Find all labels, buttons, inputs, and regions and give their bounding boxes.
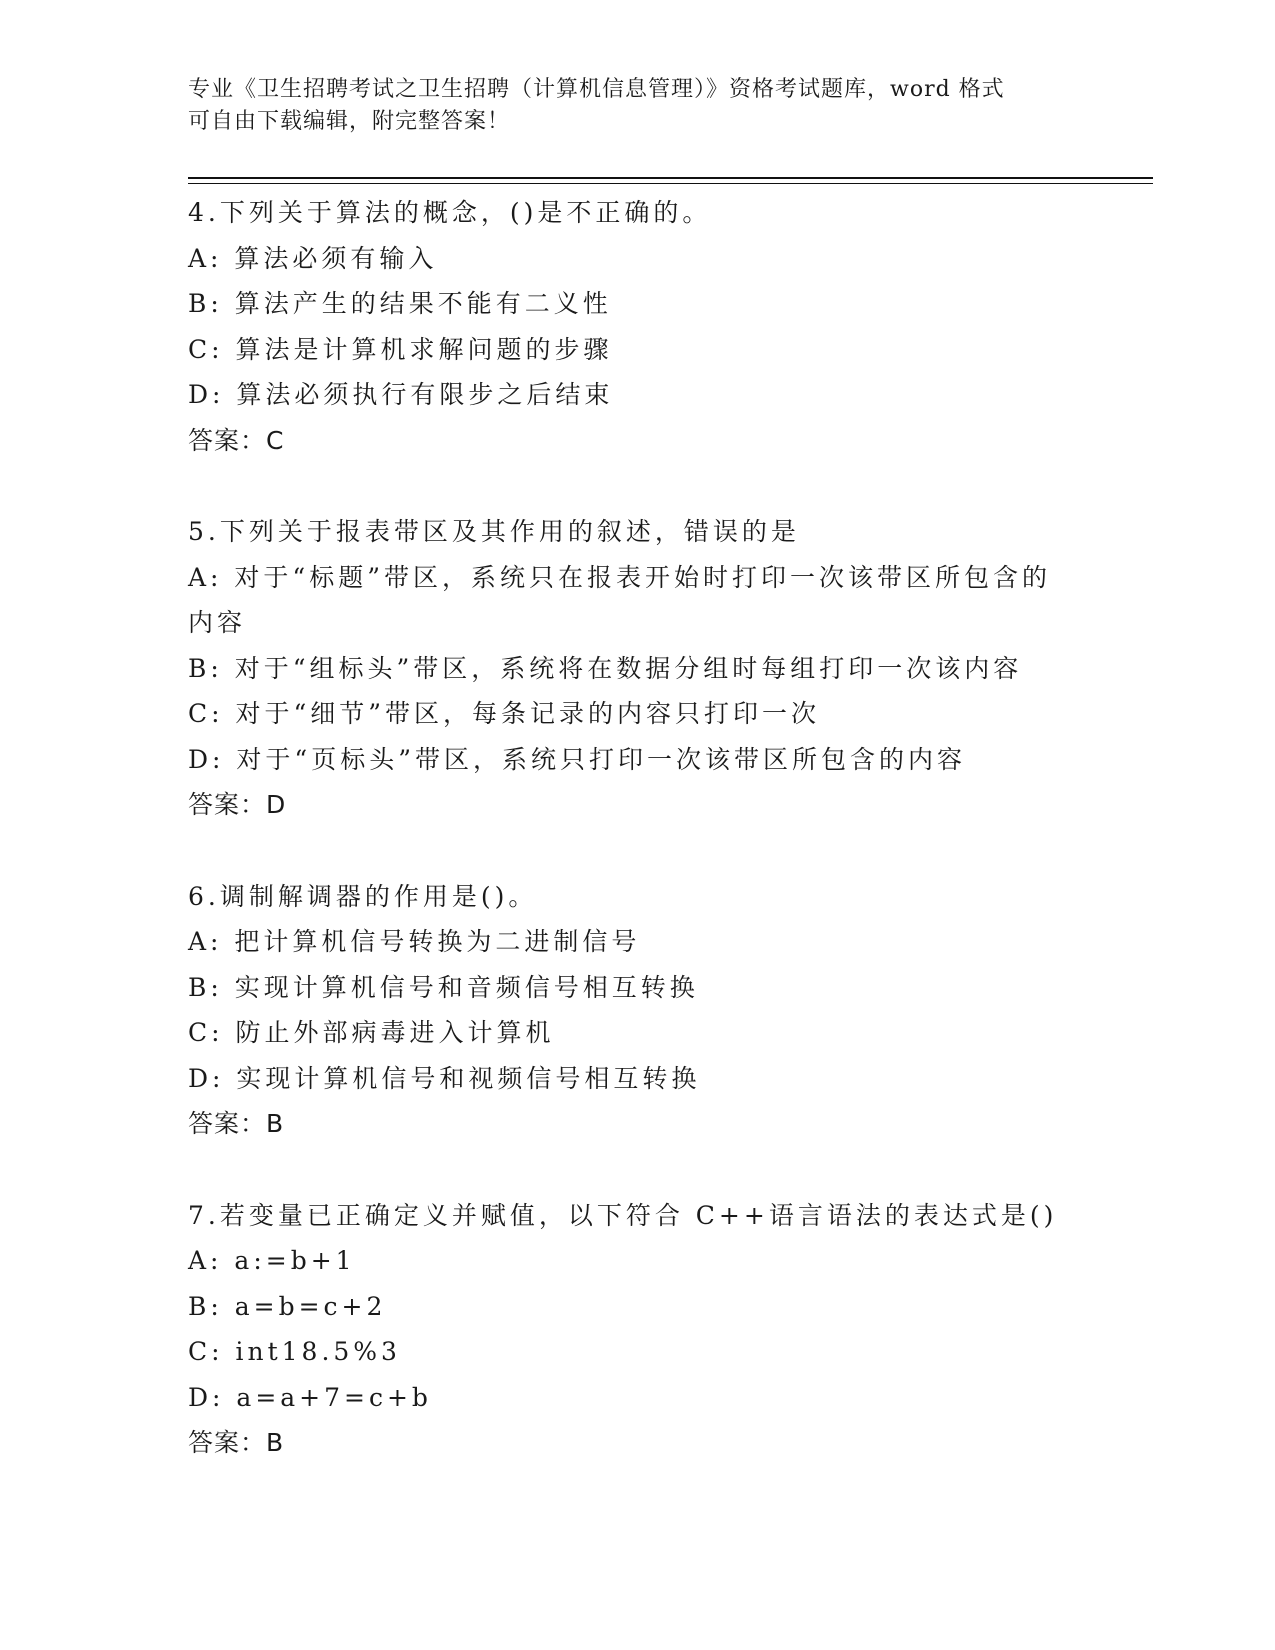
question-spacer (188, 463, 1088, 509)
option-d: D: a=a+7=c+b (188, 1382, 432, 1412)
header-rule-thick (188, 177, 1153, 179)
question-7 (188, 1193, 1088, 1466)
header-rule-thin (188, 183, 1153, 184)
header-line-1: 专业《卫生招聘考试之卫生招聘（计算机信息管理）》资格考试题库，word 格式 (188, 77, 1005, 102)
question-spacer (188, 828, 1088, 874)
option-a: A: 把计算机信号转换为二进制信号 (188, 927, 641, 956)
option-c: C: int18.5%3 (188, 1337, 401, 1366)
option-b: B: 算法产生的结果不能有二义性 (188, 289, 612, 318)
answer-label: 答案：B (188, 1109, 285, 1138)
option-b: B: 对于“组标头”带区，系统将在数据分组时每组打印一次该内容 (188, 653, 1023, 683)
option-a: A: 算法必须有输入 (188, 243, 438, 273)
question-stem: 6.调制解调器的作用是()。 (188, 881, 538, 911)
question-stem: 7.若变量已正确定义并赋值，以下符合 C++语言语法的表达式是() (188, 1200, 1058, 1230)
option-b: B: a=b=c+2 (188, 1291, 387, 1321)
option-a: A: 对于“标题”带区，系统只在报表开始时打印一次该带区所包含的内容 (188, 562, 1051, 637)
answer-label: 答案：D (188, 790, 287, 819)
document-header (188, 74, 1088, 138)
question-6 (188, 874, 1088, 1147)
question-stem: 4.下列关于算法的概念，()是不正确的。 (188, 198, 712, 227)
option-d: D: 对于“页标头”带区，系统只打印一次该带区所包含的内容 (188, 744, 966, 774)
question-list (188, 190, 1088, 1466)
question-4 (188, 190, 1088, 463)
answer-label: 答案：B (188, 1428, 285, 1457)
option-c: C: 算法是计算机求解问题的步骤 (188, 334, 613, 364)
question-5 (188, 509, 1088, 828)
question-spacer (188, 1147, 1088, 1193)
option-d: D: 算法必须执行有限步之后结束 (188, 380, 614, 409)
option-c: C: 对于“细节”带区，每条记录的内容只打印一次 (188, 699, 821, 728)
option-d: D: 实现计算机信号和视频信号相互转换 (188, 1063, 701, 1093)
option-a: A: a:=b+1 (188, 1246, 356, 1275)
option-b: B: 实现计算机信号和音频信号相互转换 (188, 972, 699, 1002)
option-c: C: 防止外部病毒进入计算机 (188, 1018, 555, 1047)
header-line-2: 可自由下载编辑，附完整答案！ (188, 109, 511, 134)
answer-label: 答案：C (188, 425, 285, 455)
question-stem: 5.下列关于报表带区及其作用的叙述，错误的是 (188, 517, 800, 546)
